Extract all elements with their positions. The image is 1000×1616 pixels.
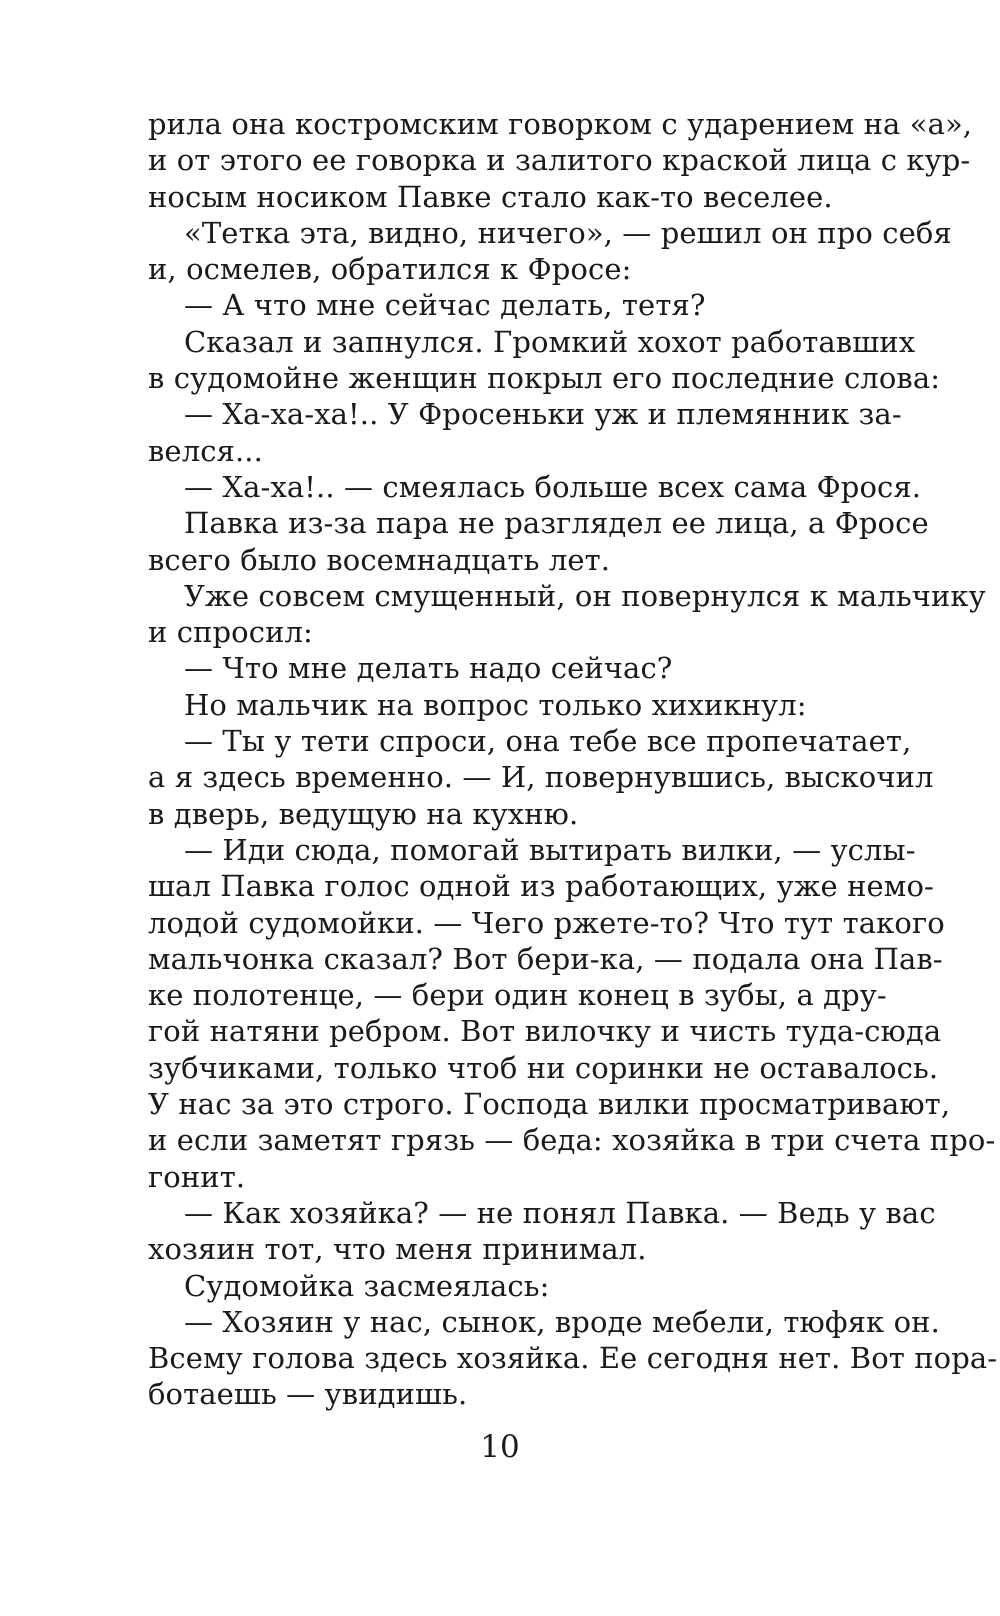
text-line: носым носиком Павке стало как-то веселее. xyxy=(148,179,833,214)
page-number: 10 xyxy=(480,1429,520,1465)
text-line: Судомойка засмеялась: xyxy=(184,1268,550,1303)
text-line: и от этого ее говорка и залитого краской лица с кур- xyxy=(148,143,971,178)
text-line: хозяин тот, что меня принимал. xyxy=(148,1232,647,1267)
text-line: шал Павка голос одной из работающих, уже немо- xyxy=(148,869,934,904)
text-line: гой натяни ребром. Вот вилочку и чисть туда-сюда xyxy=(148,1014,942,1049)
text-line: в дверь, ведущую на кухню. xyxy=(148,796,579,831)
text-line: — Иди сюда, помогай вытирать вилки, — услы- xyxy=(184,832,916,867)
text-line: Павка из-за пара не разглядел ее лица, а Фросе xyxy=(184,506,929,541)
text-line: — Ха-ха-ха!.. У Фросеньки уж и племянник за- xyxy=(184,397,902,432)
text-line: — А что мне сейчас делать, тетя? xyxy=(184,288,706,323)
text-line: зубчиками, только чтоб ни соринки не оставалось. xyxy=(148,1050,939,1085)
text-line: — Хозяин у нас, сынок, вроде мебели, тюфяк он. xyxy=(184,1304,940,1339)
text-line: мальчонка сказал? Вот бери-ка, — подала она Пав- xyxy=(148,941,943,976)
text-line: и если заметят грязь — беда: хозяйка в три счета про- xyxy=(148,1123,996,1158)
body-text xyxy=(148,106,998,1413)
text-line: ке полотенце, — бери один конец в зубы, а дру- xyxy=(148,978,887,1013)
text-line: — Что мне делать надо сейчас? xyxy=(184,651,673,686)
text-line: — Как хозяйка? — не понял Павка. — Ведь у вас xyxy=(184,1195,936,1230)
text-line: велся... xyxy=(148,433,263,468)
text-line: Уже совсем смущенный, он повернулся к мальчику xyxy=(184,578,986,613)
text-line: ботаешь — увидишь. xyxy=(148,1377,468,1412)
text-line: «Тетка эта, видно, ничего», — решил он про себя xyxy=(184,215,952,250)
text-line: и спросил: xyxy=(148,615,313,650)
text-line: У нас за это строго. Господа вилки просматривают, xyxy=(148,1087,951,1122)
text-line: — Ты у тети спроси, она тебе все пропечатает, xyxy=(184,724,912,759)
text-line: лодой судомойки. — Чего ржете-то? Что тут такого xyxy=(148,905,945,940)
text-line: а я здесь временно. — И, повернувшись, выскочил xyxy=(148,760,934,795)
text-line: гонит. xyxy=(148,1159,246,1194)
text-line: рила она костромским говорком с ударением на «а», xyxy=(148,107,973,141)
text-line: в судомойне женщин покрыл его последние слова: xyxy=(148,361,941,396)
text-line: Всему голова здесь хозяйка. Ее сегодня нет. Вот пора- xyxy=(148,1341,998,1376)
text-line: всего было восемнадцать лет. xyxy=(148,542,611,577)
text-line: — Ха-ха!.. — смеялась больше всех сама Фрося. xyxy=(184,469,922,504)
text-line: Но мальчик на вопрос только хихикнул: xyxy=(184,687,807,722)
text-line: и, осмелев, обратился к Фросе: xyxy=(148,252,632,287)
text-line: Сказал и запнулся. Громкий хохот работавших xyxy=(184,324,916,359)
